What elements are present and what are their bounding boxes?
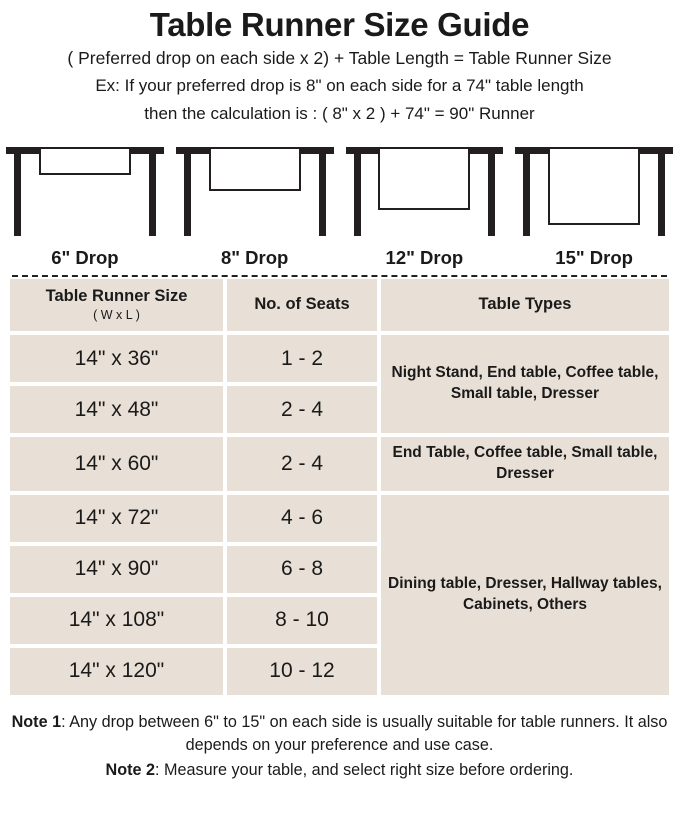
cell-seats: 2 - 4	[227, 437, 377, 491]
cell-size: 14" x 36"	[10, 335, 223, 382]
cell-size: 14" x 48"	[10, 386, 223, 433]
size-table	[6, 275, 673, 699]
cell-seats: 2 - 4	[227, 386, 377, 433]
note-2	[10, 759, 669, 782]
notes-section	[10, 711, 669, 782]
cell-size: 14" x 72"	[10, 495, 223, 542]
table-leg-right	[488, 154, 495, 236]
drop-label-6in: 6" Drop	[51, 247, 119, 269]
table-leg-right	[319, 154, 326, 236]
table-illustration-8in	[170, 139, 340, 243]
table-illustration-12in	[340, 139, 510, 243]
cell-table-types: End Table, Coffee table, Small table, Dresser	[381, 437, 669, 491]
table-leg-left	[184, 154, 191, 236]
cell-size: 14" x 90"	[10, 546, 223, 593]
table-row	[10, 495, 669, 542]
cell-size: 14" x 120"	[10, 648, 223, 695]
table-row	[10, 335, 669, 382]
diagram-row	[0, 139, 679, 243]
drop-label-15in: 15" Drop	[555, 247, 633, 269]
formula-line: ( Preferred drop on each side x 2) + Table Length = Table Runner Size	[67, 47, 612, 68]
cell-seats: 6 - 8	[227, 546, 377, 593]
drop-diagram	[0, 139, 679, 269]
note-2-label: Note 2	[105, 760, 156, 779]
table-illustration-6in	[0, 139, 170, 243]
cell-seats: 8 - 10	[227, 597, 377, 644]
runner-shape-15in	[548, 147, 640, 225]
section-divider	[12, 275, 667, 277]
header-runner-size-label: Table Runner Size	[45, 286, 188, 305]
cell-size: 14" x 108"	[10, 597, 223, 644]
note-1	[10, 711, 669, 757]
drop-labels	[0, 247, 679, 269]
table-row	[10, 437, 669, 491]
page-title: Table Runner Size Guide	[149, 6, 530, 43]
runner-shape-8in	[209, 147, 301, 191]
runner-shape-6in	[39, 147, 131, 175]
table-leg-left	[14, 154, 21, 236]
drop-label-8in: 8" Drop	[220, 247, 289, 269]
header-runner-size-sub: ( W x L )	[93, 308, 140, 323]
table-leg-left	[354, 154, 361, 236]
table-header-row	[10, 279, 669, 331]
header-table-types: Table Types	[381, 279, 669, 331]
note-1-text: : Any drop between 6" to 15" on each side is usually suitable for table runners. It also depends on your preference and use case.	[61, 712, 668, 754]
drop-label-12in: 12" Drop	[385, 247, 464, 269]
cell-seats: 1 - 2	[227, 335, 377, 382]
table-illustration-15in	[509, 139, 679, 243]
note-1-label: Note 1	[11, 712, 62, 731]
header-runner-size	[10, 279, 223, 331]
cell-seats: 4 - 6	[227, 495, 377, 542]
table-leg-right	[658, 154, 665, 236]
note-2-text: : Measure your table, and select right size before ordering.	[155, 760, 574, 779]
table-leg-right	[149, 154, 156, 236]
header-seats: No. of Seats	[227, 279, 377, 331]
example-line-2: then the calculation is : ( 8" x 2 ) + 74" = 90" Runner	[144, 104, 535, 124]
cell-size: 14" x 60"	[10, 437, 223, 491]
cell-table-types: Night Stand, End table, Coffee table, Small table, Dresser	[381, 335, 669, 433]
table-leg-left	[523, 154, 530, 236]
cell-seats: 10 - 12	[227, 648, 377, 695]
runner-shape-12in	[378, 147, 470, 210]
cell-table-types: Dining table, Dresser, Hallway tables, Cabinets, Others	[381, 495, 669, 695]
example-line-1: Ex: If your preferred drop is 8" on each side for a 74" table length	[95, 75, 584, 95]
